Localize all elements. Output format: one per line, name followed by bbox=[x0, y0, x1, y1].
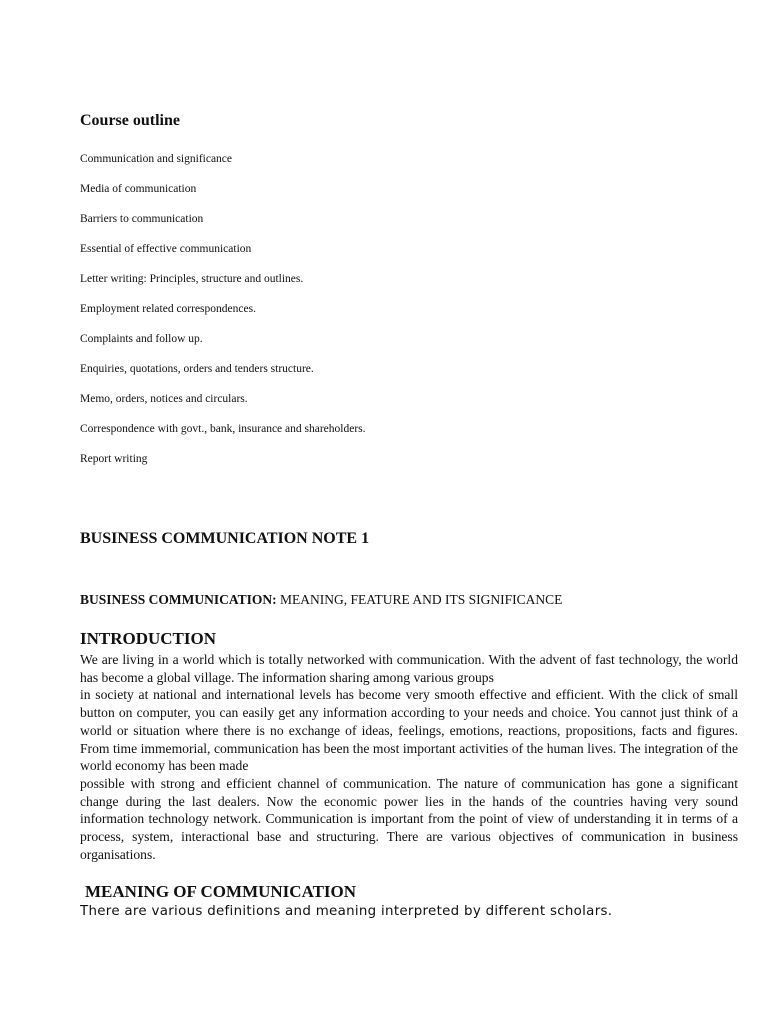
course-outline-title: Course outline bbox=[80, 112, 180, 129]
introduction-paragraph: We are living in a world which is totally networked with communication. With the advent of fast technology, the world has become a global village. The information sharing among various groups bbox=[80, 652, 738, 685]
course-outline-list bbox=[80, 152, 366, 482]
introduction-heading: INTRODUCTION bbox=[80, 629, 217, 648]
subtitle-rest: MEANING, FEATURE AND ITS SIGNIFICANCE bbox=[276, 592, 563, 607]
note-subtitle bbox=[80, 592, 562, 608]
outline-item: Enquiries, quotations, orders and tenders structure. bbox=[80, 363, 314, 375]
introduction-body bbox=[80, 651, 738, 863]
outline-item: Communication and significance bbox=[80, 153, 233, 165]
meaning-heading: MEANING OF COMMUNICATION bbox=[85, 882, 357, 901]
meaning-text: There are various definitions and meaning interpreted by different scholars. bbox=[80, 904, 613, 919]
introduction-paragraph: in society at national and international levels has become very smooth effective and efficient. With the click of small button on computer, you can easily get any information according to your needs and choice. You cannot just think of a world or situation where there is no exchange of ideas, feelings, emotions, reactions, propositions, facts and figures. From time immemorial, communication has been the most important activities of the human lives. The integration of the world economy has been made bbox=[80, 687, 738, 774]
note-title: BUSINESS COMMUNICATION NOTE 1 bbox=[80, 530, 370, 547]
outline-item: Employment related correspondences. bbox=[80, 303, 256, 315]
outline-item: Media of communication bbox=[80, 183, 197, 195]
outline-item: Essential of effective communication bbox=[80, 243, 252, 255]
outline-item: Correspondence with govt., bank, insurance and shareholders. bbox=[80, 423, 366, 435]
outline-item: Barriers to communication bbox=[80, 213, 204, 225]
subtitle-bold: BUSINESS COMMUNICATION: bbox=[80, 592, 277, 607]
outline-item: Memo, orders, notices and circulars. bbox=[80, 393, 248, 405]
outline-item: Report writing bbox=[80, 453, 148, 465]
outline-item: Complaints and follow up. bbox=[80, 333, 203, 345]
introduction-paragraph: possible with strong and efficient channel of communication. The nature of communication has gone a significant change during the last dealers. Now the economic power lies in the hands of the countries having very sound information technology network. Communication is important from the point of view of understanding it in terms of a process, system, interactional base and structuring. There are various objectives of communication in business organisations. bbox=[80, 775, 738, 862]
outline-item: Letter writing: Principles, structure and outlines. bbox=[80, 273, 304, 285]
